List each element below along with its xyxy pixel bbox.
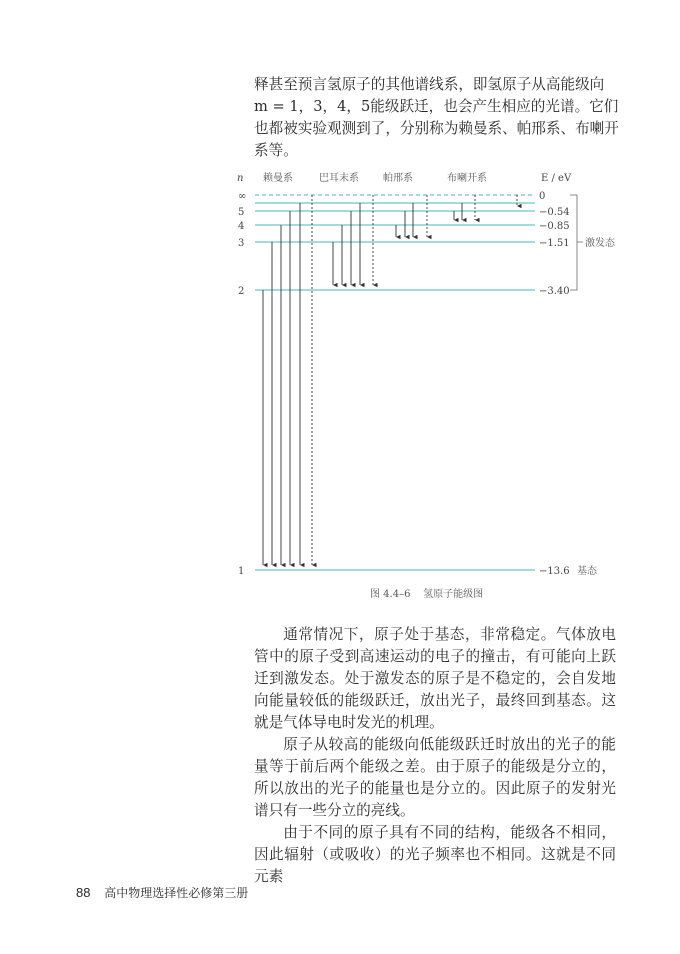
n-axis-label: n xyxy=(237,173,244,184)
energy-axis-label: E / eV xyxy=(541,173,572,184)
level-n-label: 3 xyxy=(238,238,245,249)
excited-bracket xyxy=(570,195,583,290)
body-text xyxy=(254,624,616,888)
level-energy-label: 0 xyxy=(539,191,546,202)
series-label-brackett: 布喇开系 xyxy=(447,173,487,184)
paragraph: 原子从较高的能级向低能级跃迁时放出的光子的能量等于前后两个能级之差。由于原子的能级是分立的，所以放出的光子的能量也是分立的。因此原子的发射光谱只有一些分立的亮线。 xyxy=(254,736,616,819)
series-label-paschen: 帕邢系 xyxy=(383,173,413,184)
ground-state-label: 基态 xyxy=(577,566,597,577)
energy-level-diagram xyxy=(225,165,645,605)
level-n-label: 4 xyxy=(238,221,245,232)
series-label-balmer: 巴耳末系 xyxy=(319,173,359,184)
level-energy-label: −13.6 xyxy=(539,566,570,577)
text-line: 也都被实验观测到了，分别称为赖曼系、帕邢系、布喇开 xyxy=(254,120,619,137)
paragraph: 由于不同的原子具有不同的结构，能级各不相同，因此辐射（或吸收）的光子频率也不相同。这就是不同元素 xyxy=(254,824,616,885)
level-n-label: ∞ xyxy=(238,191,247,202)
page-number: 88 xyxy=(76,885,91,900)
series-label-lyman: 赖曼系 xyxy=(263,173,293,184)
level-n-label: 5 xyxy=(238,207,245,218)
level-n-label: 1 xyxy=(238,566,245,577)
text-line: 释甚至预言氢原子的其他谱线系，即氢原子从高能级向 xyxy=(254,76,605,93)
figure-caption: 图 4.4–6 氢原子能级图 xyxy=(370,589,484,600)
text-line: m = 1，3，4，5能级跃迁，也会产生相应的光谱。它们 xyxy=(254,98,619,115)
page-footer xyxy=(76,884,248,901)
top-paragraph xyxy=(254,74,619,162)
level-energy-label: −3.40 xyxy=(539,286,570,297)
book-title: 高中物理选择性必修第三册 xyxy=(104,886,249,900)
level-energy-label: −0.85 xyxy=(539,221,570,232)
level-energy-label: −1.51 xyxy=(539,238,570,249)
excited-state-label: 激发态 xyxy=(585,238,615,249)
level-energy-label: −0.54 xyxy=(539,207,570,218)
text-line: 系等。 xyxy=(254,142,298,159)
level-n-label: 2 xyxy=(238,286,245,297)
paragraph: 通常情况下，原子处于基态，非常稳定。气体放电管中的原子受到高速运动的电子的撞击，有可能向上跃迁到激发态。处于激发态的原子是不稳定的，会自发地向能量较低的能级跃迁，放出光子，最终回到基态。这就是气体导电时发光的机理。 xyxy=(254,626,616,731)
